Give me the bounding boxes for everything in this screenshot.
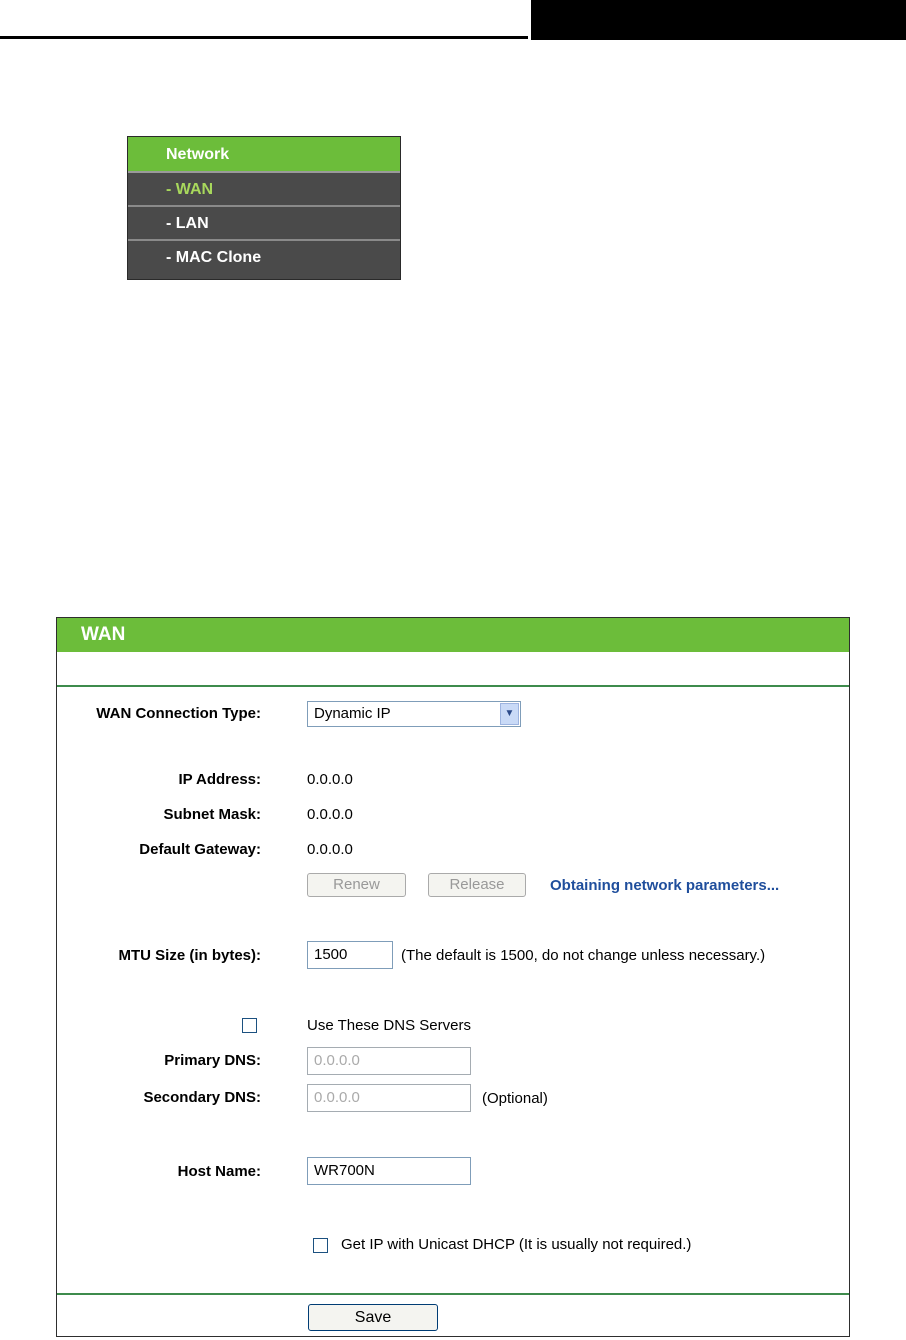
wan-type-label: WAN Connection Type: bbox=[96, 705, 261, 722]
dns-checkbox-label: Use These DNS Servers bbox=[307, 1017, 471, 1034]
default-gateway-label: Default Gateway: bbox=[139, 841, 261, 858]
dns-checkbox[interactable] bbox=[242, 1018, 257, 1033]
secondary-dns-input[interactable]: 0.0.0.0 bbox=[307, 1084, 471, 1112]
mtu-note: (The default is 1500, do not change unless necessary.) bbox=[401, 947, 766, 964]
divider-top bbox=[57, 685, 849, 687]
subnet-mask-label: Subnet Mask: bbox=[163, 806, 261, 823]
subnet-mask-value: 0.0.0.0 bbox=[307, 806, 353, 823]
header-rule bbox=[0, 36, 528, 39]
default-gateway-value: 0.0.0.0 bbox=[307, 841, 353, 858]
unicast-dhcp-checkbox[interactable] bbox=[313, 1238, 328, 1253]
menu-item-lan[interactable]: - LAN bbox=[128, 207, 400, 241]
wan-type-select[interactable] bbox=[307, 701, 521, 727]
menu-header-network[interactable]: Network bbox=[128, 137, 400, 173]
release-button[interactable]: Release bbox=[428, 873, 526, 897]
wan-type-value: Dynamic IP bbox=[314, 705, 391, 722]
ip-address-label: IP Address: bbox=[178, 771, 261, 788]
ip-address-value: 0.0.0.0 bbox=[307, 771, 353, 788]
network-menu bbox=[127, 136, 401, 280]
primary-dns-label: Primary DNS: bbox=[164, 1052, 261, 1069]
chevron-down-icon[interactable]: ▼ bbox=[500, 703, 519, 725]
unicast-dhcp-label: Get IP with Unicast DHCP (It is usually not required.) bbox=[341, 1236, 692, 1253]
primary-dns-input[interactable]: 0.0.0.0 bbox=[307, 1047, 471, 1075]
menu-item-wan[interactable]: - WAN bbox=[128, 173, 400, 207]
secondary-dns-note: (Optional) bbox=[482, 1090, 548, 1107]
secondary-dns-label: Secondary DNS: bbox=[143, 1089, 261, 1106]
mtu-label: MTU Size (in bytes): bbox=[118, 947, 261, 964]
save-button[interactable]: Save bbox=[308, 1304, 438, 1331]
host-name-label: Host Name: bbox=[177, 1163, 261, 1180]
header-bar bbox=[531, 0, 906, 40]
panel-title: WAN bbox=[57, 618, 849, 652]
mtu-input[interactable]: 1500 bbox=[307, 941, 393, 969]
host-name-input[interactable]: WR700N bbox=[307, 1157, 471, 1185]
menu-item-mac-clone[interactable]: - MAC Clone bbox=[166, 249, 262, 266]
wan-panel bbox=[56, 617, 850, 1337]
renew-button[interactable]: Renew bbox=[307, 873, 406, 897]
status-text: Obtaining network parameters... bbox=[550, 877, 780, 894]
divider-bottom bbox=[57, 1293, 849, 1295]
